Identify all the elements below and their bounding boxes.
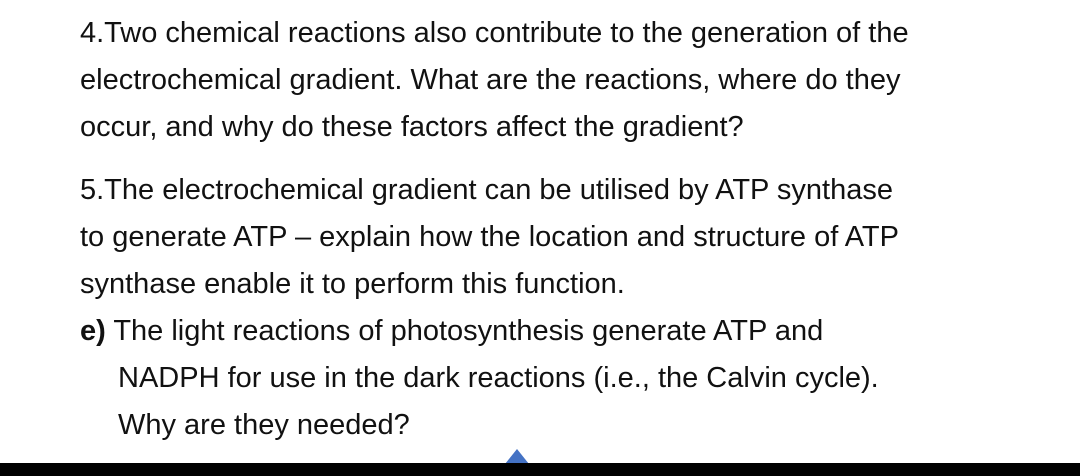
question-e-line-2: NADPH for use in the dark reactions (i.e., the Calvin cycle). (118, 362, 879, 394)
question-4-line-3: occur, and why do these factors affect the gradient? (80, 111, 744, 143)
question-5-paragraph (80, 167, 1040, 308)
question-4-line-2: electrochemical gradient. What are the reactions, where do they (80, 64, 901, 96)
question-e-line-1 (80, 308, 1040, 355)
question-5-line-3: synthase enable it to perform this function. (80, 268, 625, 300)
question-e-label: e) (80, 315, 106, 347)
question-e-first-line-text: The light reactions of photosynthesis generate ATP and (105, 315, 824, 347)
triangle-marker-icon (505, 449, 529, 464)
question-4-line-1: 4.Two chemical reactions also contribute to the generation of the (80, 17, 909, 49)
question-e-line-3: Why are they needed? (118, 409, 410, 441)
bottom-bar (0, 463, 1080, 476)
question-4-paragraph (80, 10, 1040, 151)
question-e-paragraph (80, 308, 1040, 449)
question-5-line-2: to generate ATP – explain how the location and structure of ATP (80, 221, 899, 253)
question-5-line-1: 5.The electrochemical gradient can be utilised by ATP synthase (80, 174, 893, 206)
